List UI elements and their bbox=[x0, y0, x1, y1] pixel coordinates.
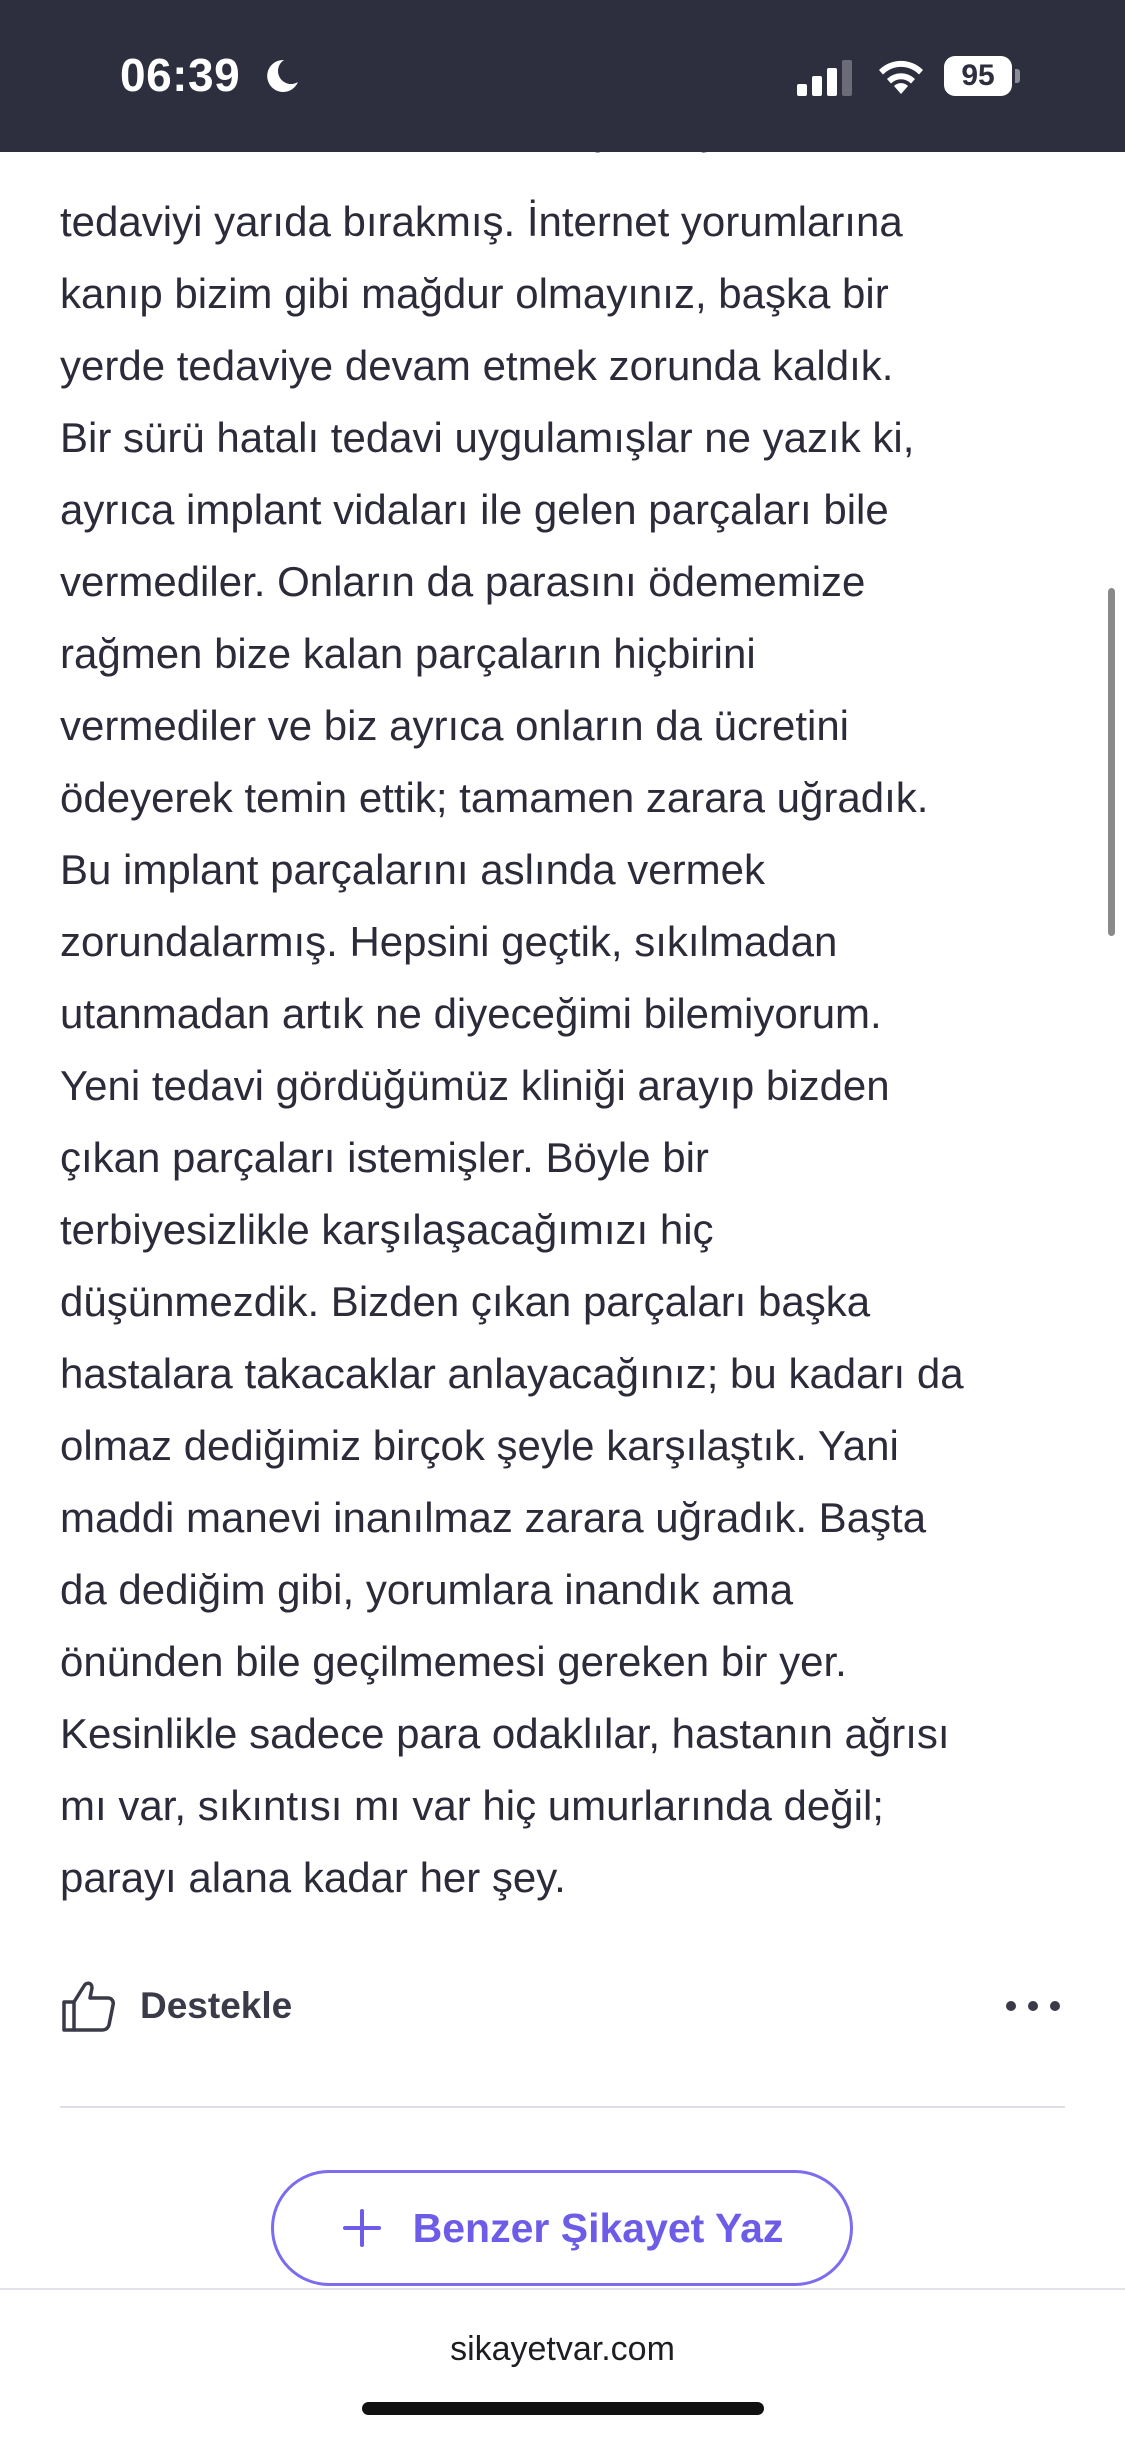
complaint-line: Yeni tedavi gördüğümüz kliniği arayıp bizden bbox=[60, 1062, 890, 1109]
complaint-line: düşünmezdik. Bizden çıkan parçaları başka bbox=[60, 1278, 871, 1325]
complaint-line: çıkan parçaları istemişler. Böyle bir bbox=[60, 1134, 709, 1181]
complaint-line: rağmen bize kalan parçaların hiçbirini bbox=[60, 630, 756, 677]
similar-button-label: Benzer Şikayet Yaz bbox=[412, 2204, 784, 2251]
complaint-line: terbiyesizlikle karşılaşacağımızı hiç bbox=[60, 1206, 714, 1253]
complaint-line: Kesinlikle sadece para odaklılar, hastanın ağrısı bbox=[60, 1710, 950, 1757]
write-similar-complaint-button[interactable] bbox=[271, 2170, 853, 2286]
status-bar bbox=[0, 0, 1125, 152]
battery-tip bbox=[1015, 69, 1020, 83]
complaint-line: Bir sürü hatalı tedavi uygulamışlar ne yazık ki, bbox=[60, 414, 915, 461]
moon-icon bbox=[262, 56, 302, 96]
complaint-line: kanıp bizim gibi mağdur olmayınız, başka bir bbox=[60, 270, 889, 317]
complaint-line: Bu implant parçalarını aslında vermek bbox=[60, 846, 765, 893]
scrollbar[interactable] bbox=[1108, 588, 1115, 936]
divider bbox=[60, 2106, 1065, 2108]
complaint-line: yerde tedaviye devam etmek zorunda kaldık. bbox=[60, 342, 894, 389]
battery-level: 95 bbox=[944, 56, 1012, 96]
cellular-signal-icon bbox=[797, 60, 855, 96]
battery-icon bbox=[944, 56, 1020, 96]
complaint-line: vermediler. Onların da parasını ödememize bbox=[60, 558, 866, 605]
status-time: 06:39 bbox=[120, 49, 241, 101]
complaint-line: ayrıca implant vidaları ile gelen parçaları bile bbox=[60, 486, 889, 533]
action-row bbox=[60, 1974, 1065, 2038]
complaint-line: önünden bile geçilmemesi gereken bir yer. bbox=[60, 1638, 847, 1685]
address-bar-url[interactable]: sikayetvar.com bbox=[450, 2330, 675, 2368]
wifi-icon bbox=[876, 58, 926, 96]
complaint-line: parayı alana kadar her şey. bbox=[60, 1854, 566, 1901]
plus-icon bbox=[341, 2207, 383, 2249]
home-indicator[interactable] bbox=[362, 2402, 764, 2415]
support-button[interactable] bbox=[60, 1974, 292, 2038]
complaint-line: hastalara takacaklar anlayacağınız; bu kadarı da bbox=[60, 1350, 964, 1397]
complaint-line: tedaviyi yarıda bırakmış. İnternet yorumlarına bbox=[60, 198, 903, 245]
complaint-line: zorundalarmış. Hepsini geçtik, sıkılmadan bbox=[60, 918, 838, 965]
complaint-line: ödeyerek temin ettik; tamamen zarara uğradık. bbox=[60, 774, 929, 821]
complaint-line: olmaz dediğimiz birçok şeyle karşılaştık. Yani bbox=[60, 1422, 899, 1469]
complaint-line: utanmadan artık ne diyeceğimi bilemiyorum. bbox=[60, 990, 882, 1037]
complaint-text bbox=[60, 186, 1080, 1914]
complaint-line: mı var, sıkıntısı mı var hiç umurlarında değil; bbox=[60, 1782, 884, 1829]
complaint-line: maddi manevi inanılmaz zarara uğradık. Başta bbox=[60, 1494, 927, 1541]
more-dots-icon[interactable] bbox=[1001, 1986, 1065, 2026]
thumbs-up-icon bbox=[60, 1978, 116, 2034]
support-label: Destekle bbox=[140, 1985, 293, 2026]
complaint-line: vermediler ve biz ayrıca onların da ücretini bbox=[60, 702, 850, 749]
browser-bottom-bar bbox=[0, 2288, 1125, 2438]
complaint-line: da dediğim gibi, yorumlara inandık ama bbox=[60, 1566, 794, 1613]
